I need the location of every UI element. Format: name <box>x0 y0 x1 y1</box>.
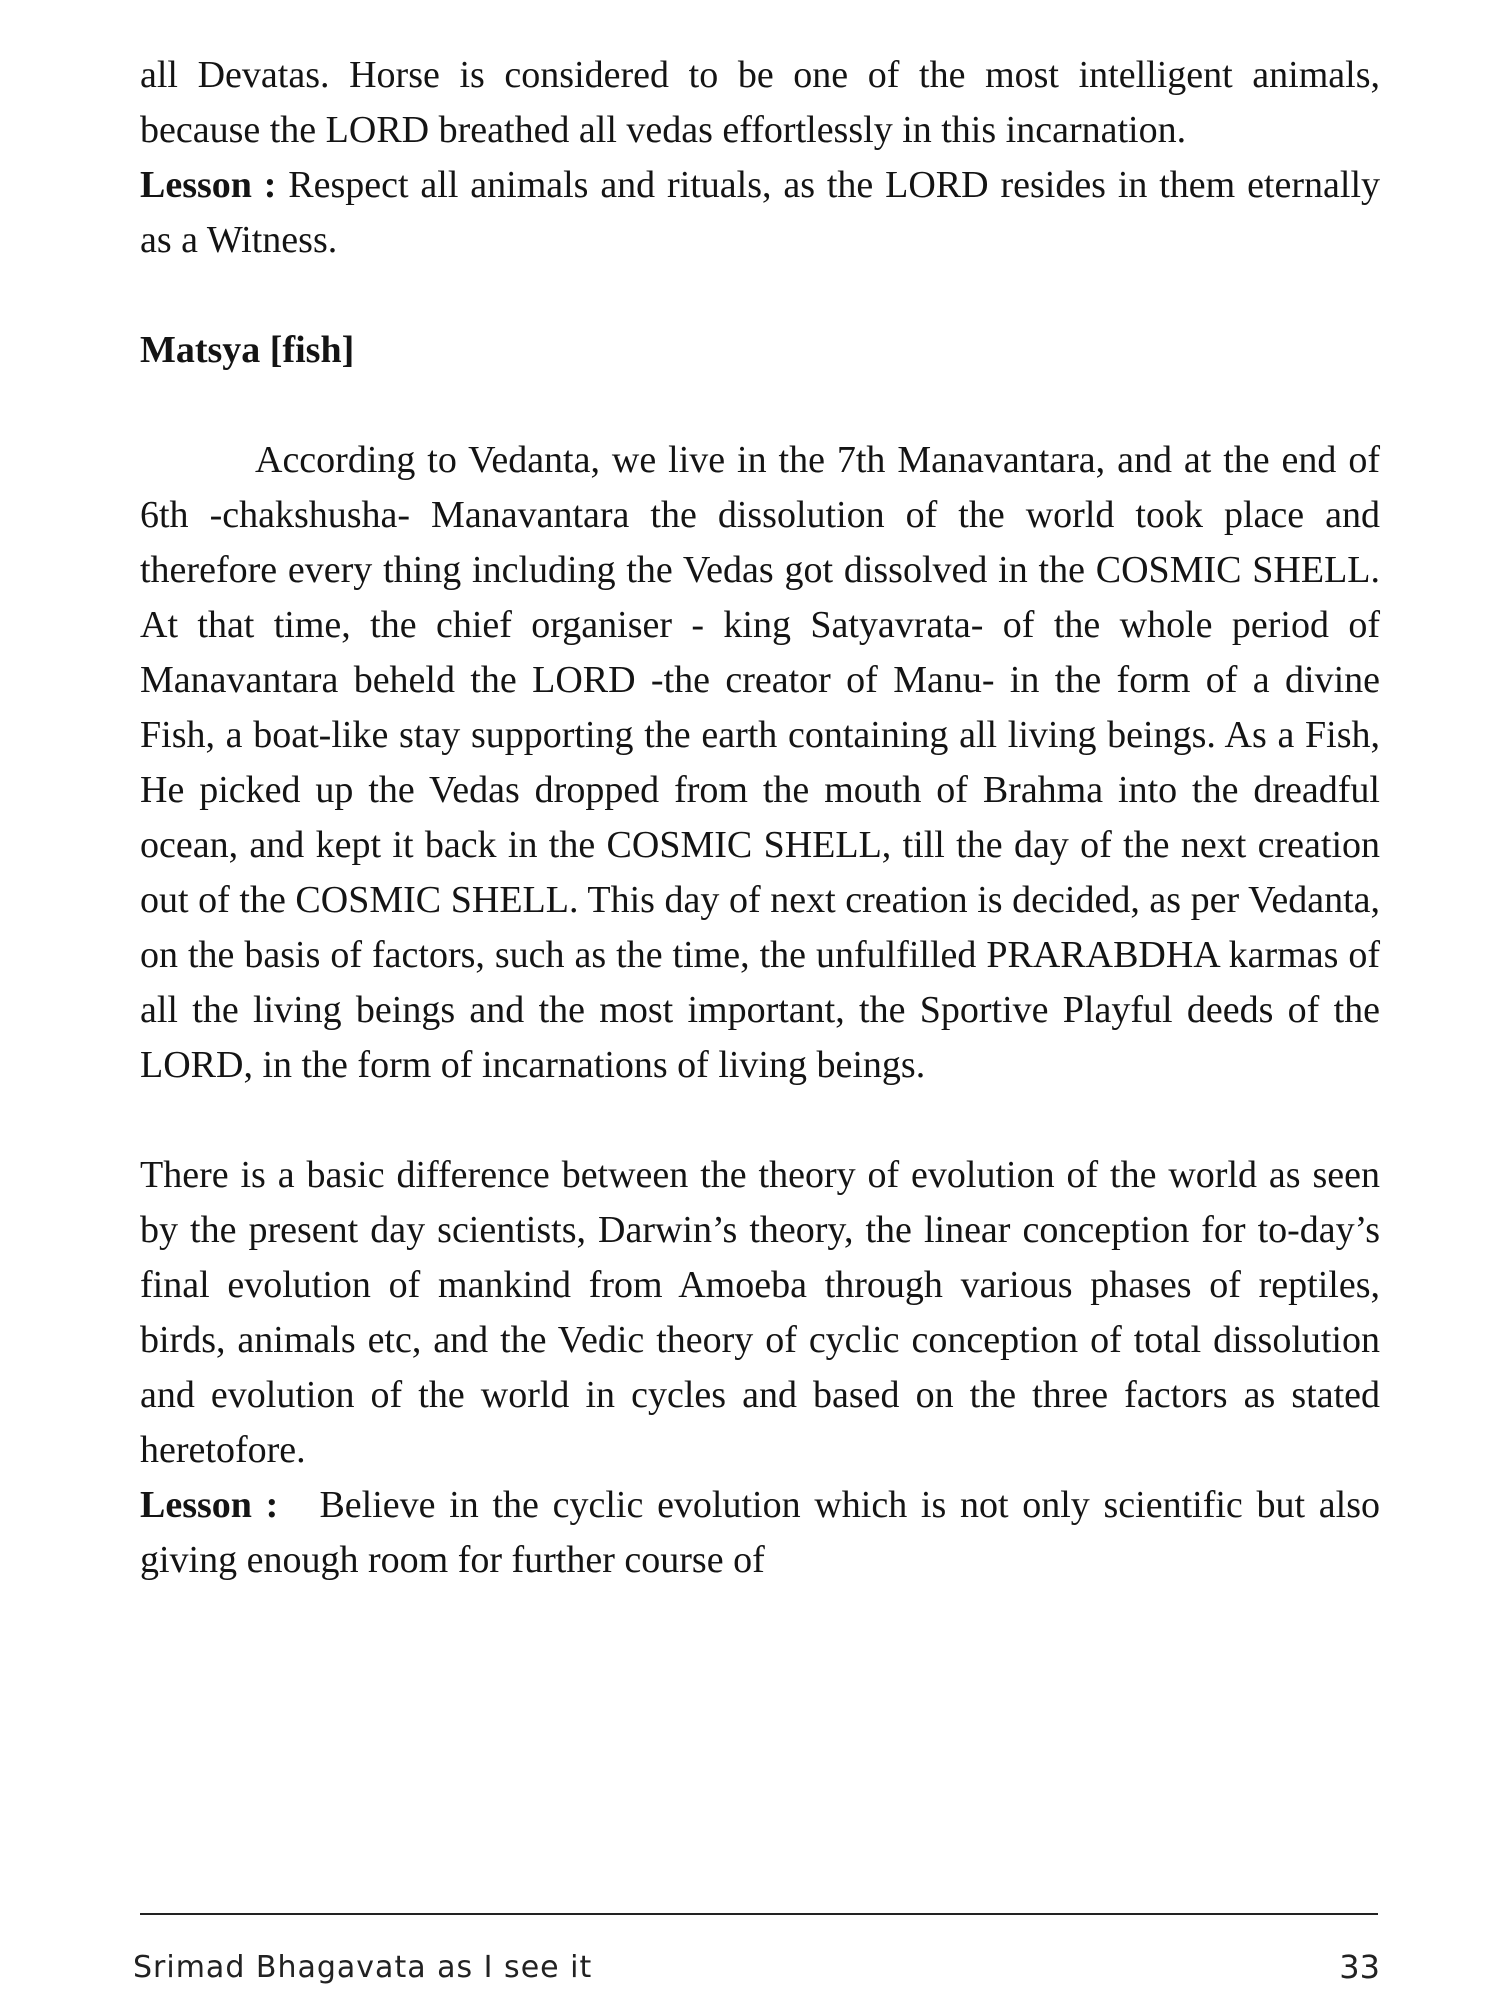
lesson-paragraph <box>140 1478 1390 1588</box>
lesson-label: Lesson : <box>140 1484 279 1526</box>
lesson-text: Believe in the cyclic evolution which is not only scientific but also giving enough room for further course of <box>140 1484 1390 1581</box>
lesson-text: Respect all animals and rituals, as the LORD resides in them eternally as a Witness. <box>140 164 1380 261</box>
lesson-paragraph <box>140 158 1380 268</box>
body-paragraph: According to Vedanta, we live in the 7th Manavantara, and at the end of 6th -chakshusha- Manavantara the dissolution of the world took place and therefore every thing including the Vedas got dissolved in the COSMIC SHELL. At that time, the chief organiser - king Satyavrata- of the whole period of Manavantara beheld the LORD -the creator of Manu- in the form of a divine Fish, a boat-like stay supporting the earth containing all living beings. As a Fish, He picked up the Vedas dropped from the mouth of Brahma into the dreadful ocean, and kept it back in the COSMIC SHELL, till the day of the next creation out of the COSMIC SHELL. This day of next creation is decided, as per Vedanta, on the basis of factors, such as the time, the unfulfilled PRARABDHA karmas of all the living beings and the most important, the Sportive Playful deeds of the LORD, in the form of incarnations of living beings. <box>140 439 1380 1086</box>
footer-divider <box>140 1913 1378 1915</box>
spacer <box>140 268 1380 323</box>
lesson-label: Lesson : <box>140 164 277 206</box>
section-heading: Matsya [fish] <box>140 329 355 371</box>
running-footer-title: Srimad Bhagavata as I see it <box>133 1950 593 1985</box>
intro-paragraph: all Devatas. Horse is considered to be one of the most intelligent animals, because the LORD breathed all vedas effortlessly in this incarnation. <box>140 54 1380 151</box>
spacer <box>140 1093 1380 1148</box>
spacer <box>140 378 1380 433</box>
page-number: 33 <box>1339 1948 1380 1986</box>
page-body <box>140 48 1390 1588</box>
body-paragraph: There is a basic difference between the theory of evolution of the world as seen by the present day scientists, Darwin’s theory, the linear conception for to-day’s final evolution of mankind from Amoeba through various phases of reptiles, birds, animals etc, and the Vedic theory of cyclic conception of total dissolution and evolution of the world in cycles and based on the three factors as stated heretofore. <box>140 1154 1380 1471</box>
